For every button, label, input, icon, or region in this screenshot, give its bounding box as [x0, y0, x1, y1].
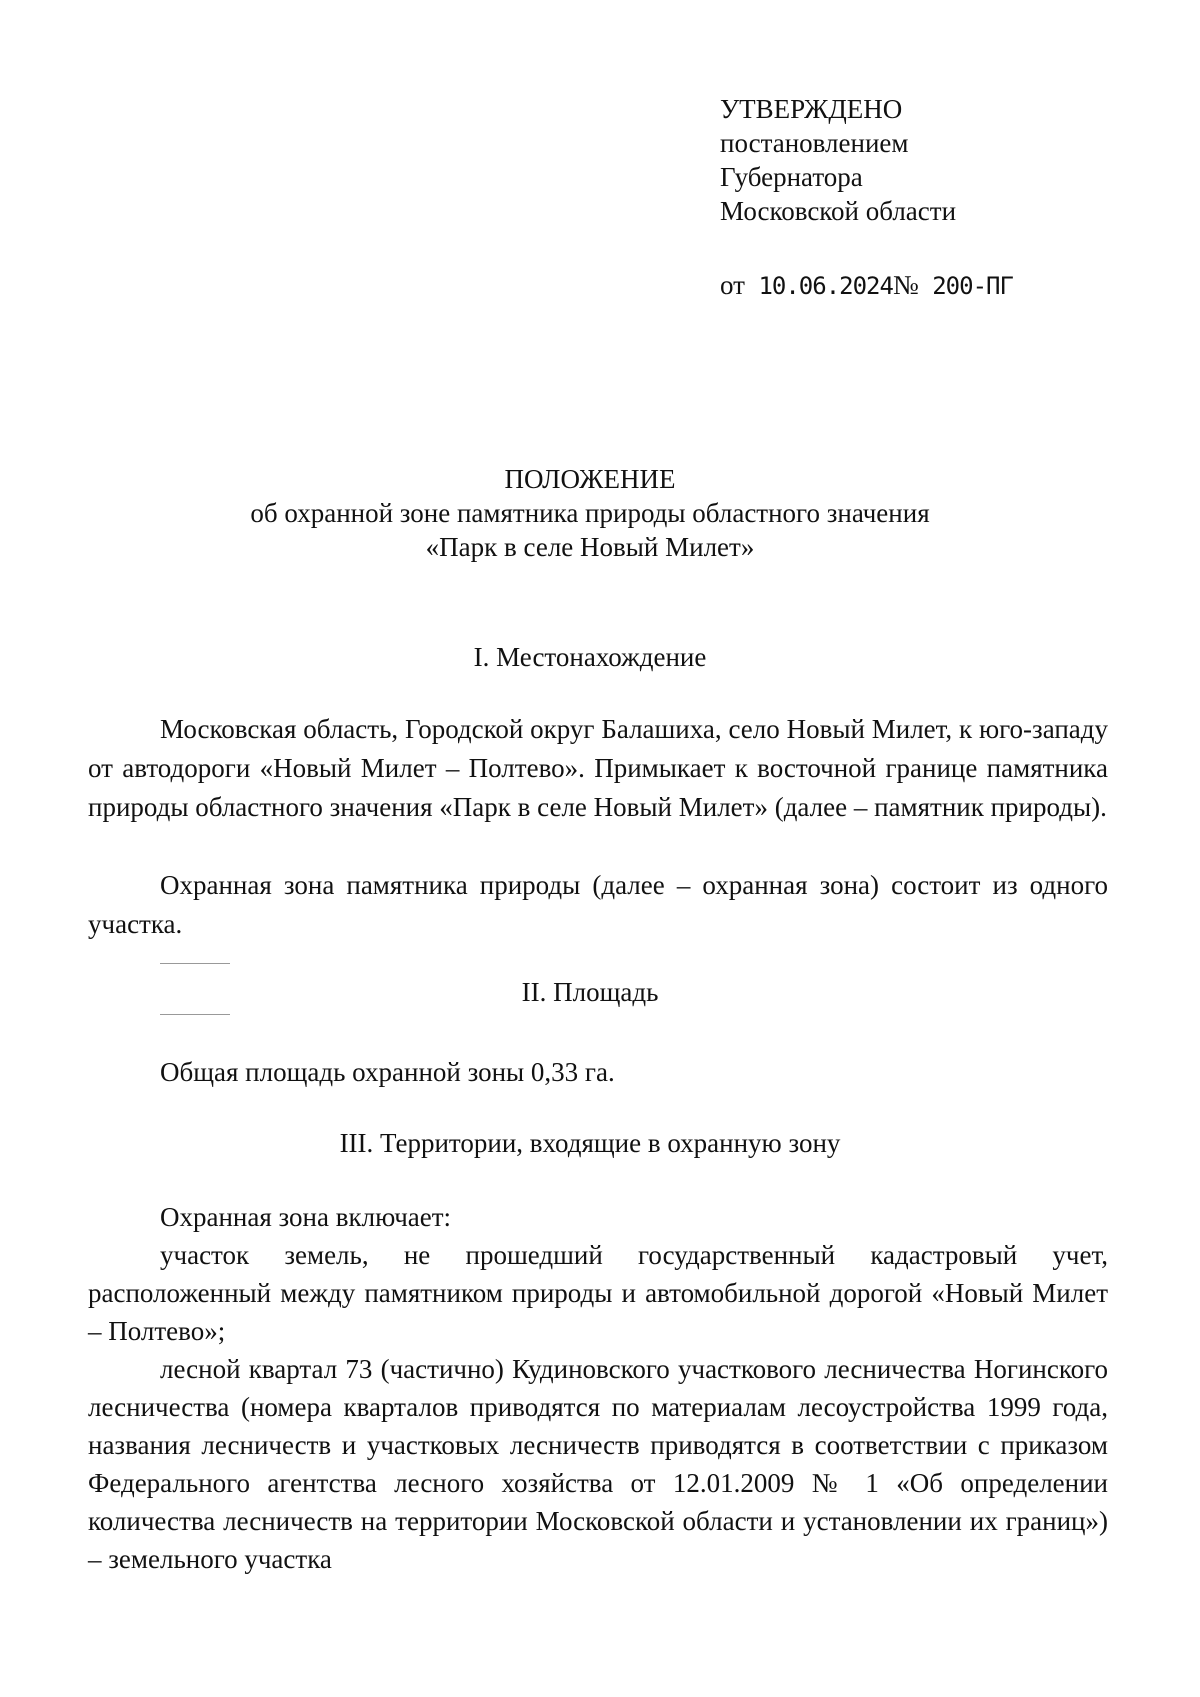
section-heading-territories: III. Территории, входящие в охранную зону — [339, 1128, 841, 1158]
title-subtitle-line-2: «Парк в селе Новый Милет» — [425, 532, 755, 562]
document-title — [0, 462, 1180, 564]
paragraph-total-area: Общая площадь охранной зоны 0,33 га. — [160, 1057, 615, 1087]
approval-line-region: Московской области — [720, 196, 957, 226]
approval-line-governor: Губернатора — [720, 162, 863, 192]
paragraph-location-description: Московская область, Городской округ Балашиха, село Новый Милет, к юго-западу от автодороги «Новый Милет – Полтево». Примыкает к восточной границе памятника природы областного значения «Парк в селе Новый Милет» (далее – памятник природы). — [88, 714, 1108, 822]
approval-date-line — [720, 268, 1013, 303]
paragraph-zone-composition: Охранная зона памятника природы (далее – охранная зона) состоит из одного участка. — [88, 870, 1108, 939]
number-sign: № — [892, 270, 919, 300]
approval-line-resolution: постановлением — [720, 128, 909, 158]
approval-number: 200-ПГ — [932, 272, 1013, 300]
date-prefix: от — [720, 270, 745, 300]
approval-heading: УТВЕРЖДЕНО — [720, 94, 903, 124]
scan-mark — [160, 963, 230, 964]
paragraph-land-plot: участок земель, не прошедший государственный кадастровый учет, расположенный между памятником природы и автомобильной дорогой «Новый Милет – Полтево»; — [88, 1240, 1108, 1346]
scan-mark — [160, 1014, 230, 1015]
paragraph-zone-includes: Охранная зона включает: — [160, 1202, 452, 1232]
title-subtitle-line-1: об охранной зоне памятника природы областного значения — [250, 498, 930, 528]
approval-stamp — [720, 92, 1013, 303]
section-heading-location: I. Местонахождение — [473, 642, 707, 672]
approval-date: 10.06.2024 — [758, 272, 893, 300]
paragraph-forest-quarter: лесной квартал 73 (частично) Кудиновского участкового лесничества Ногинского лесничества (номера кварталов приводятся по материалам лесоустройства 1999 года, названия лесничеств и участковых лесничеств приводятся в соответствии с приказом Федерального агентства лесного хозяйства от 12.01.2009 № 1 «Об определении количества лесничеств на территории Московской области и установлении их границ») – земельного участка — [88, 1354, 1108, 1574]
title-heading: ПОЛОЖЕНИЕ — [504, 464, 676, 494]
section-heading-area: II. Площадь — [521, 977, 659, 1007]
